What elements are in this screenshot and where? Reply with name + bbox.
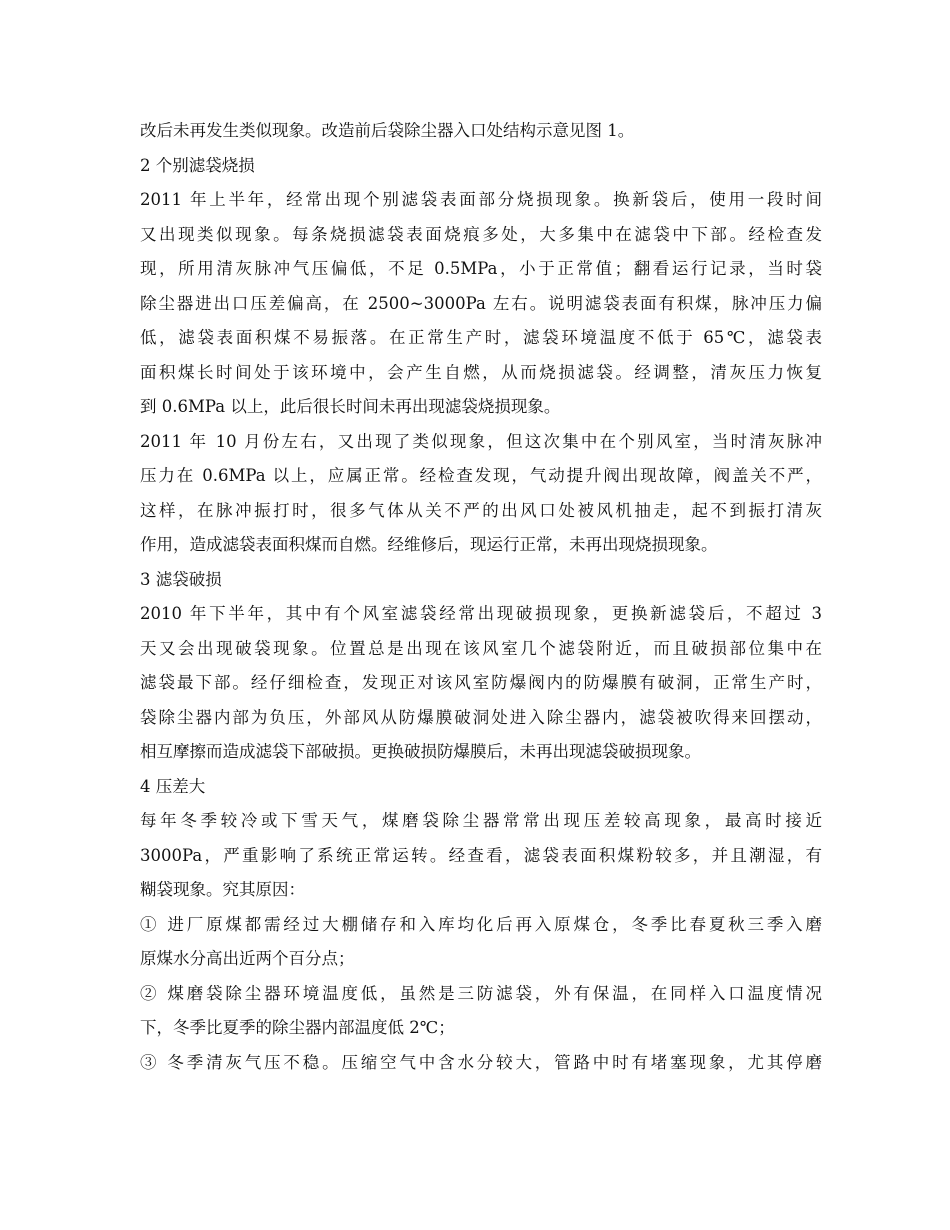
text-line: 2010 年下半年，其中有个风室滤袋经常出现破损现象，更换新滤袋后，不超过 3 <box>140 604 822 623</box>
text-line: 2011 年 10 月份左右，又出现了类似现象，但这次集中在个别风室，当时清灰脉冲 <box>140 431 822 451</box>
text-line: 下，冬季比夏季的除尘器内部温度低 2℃； <box>140 1018 455 1037</box>
text-line: 原煤水分高出近两个百分点； <box>140 949 355 968</box>
text-line: 作用，造成滤袋表面积煤而自燃。经维修后，现运行正常，未再出现烧损现象。 <box>140 535 718 554</box>
text-line: 2 个别滤袋烧损 <box>140 155 255 175</box>
text-line: ③ 冬季清灰气压不稳。压缩空气中含水分较大，管路中时有堵塞现象，尤其停磨 <box>140 1052 822 1072</box>
text-line: 到 0.6MPa 以上，此后很长时间未再出现滤袋烧损现象。 <box>140 397 561 416</box>
text-line: ① 进厂原煤都需经过大棚储存和入库均化后再入原煤仓，冬季比春夏秋三季入磨 <box>140 914 822 934</box>
text-line: 滤袋最下部。经仔细检查，发现正对该风室防爆阀内的防爆膜有破洞，正常生产时， <box>140 673 822 692</box>
text-line: 改后未再发生类似现象。改造前后袋除尘器入口处结构示意见图 1。 <box>140 121 635 140</box>
text-line: 糊袋现象。究其原因： <box>140 880 305 899</box>
text-line: 又出现类似现象。每条烧损滤袋表面烧痕多处，大多集中在滤袋中下部。经检查发 <box>140 224 822 244</box>
text-line: 相互摩擦而造成滤袋下部破损。更换破损防爆膜后，未再出现滤袋破损现象。 <box>140 742 701 761</box>
text-line: 3 滤袋破损 <box>140 569 222 589</box>
text-line: 除尘器进出口压差偏高，在 2500~3000Pa 左右。说明滤袋表面有积煤，脉冲压力偏 <box>140 293 822 313</box>
text-line: 这样，在脉冲振打时，很多气体从关不严的出风口处被风机抽走，起不到振打清灰 <box>140 500 822 520</box>
text-line: 袋除尘器内部为负压，外部风从防爆膜破洞处进入除尘器内，滤袋被吹得来回摆动， <box>140 707 822 727</box>
text-line: 3000Pa，严重影响了系统正常运转。经查看，滤袋表面积煤粉较多，并且潮湿，有 <box>140 845 822 865</box>
text-line: 每年冬季较冷或下雪天气，煤磨袋除尘器常常出现压差较高现象，最高时接近 <box>140 811 822 830</box>
text-line: ② 煤磨袋除尘器环境温度低，虽然是三防滤袋，外有保温，在同样入口温度情况 <box>140 983 822 1003</box>
text-line: 2011 年上半年，经常出现个别滤袋表面部分烧损现象。换新袋后，使用一段时间 <box>140 190 822 209</box>
text-line: 低，滤袋表面积煤不易振落。在正常生产时，滤袋环境温度不低于 65℃，滤袋表 <box>140 328 822 347</box>
text-line: 面积煤长时间处于该环境中，会产生自燃，从而烧损滤袋。经调整，清灰压力恢复 <box>140 362 822 382</box>
document-body <box>140 114 822 1080</box>
text-line: 天又会出现破袋现象。位置总是出现在该风室几个滤袋附近，而且破损部位集中在 <box>140 638 822 658</box>
text-line: 4 压差大 <box>140 776 206 796</box>
text-line: 现，所用清灰脉冲气压偏低，不足 0.5MPa，小于正常值；翻看运行记录，当时袋 <box>140 259 822 278</box>
text-line: 压力在 0.6MPa 以上，应属正常。经检查发现，气动提升阀出现故障，阀盖关不严， <box>140 466 822 485</box>
